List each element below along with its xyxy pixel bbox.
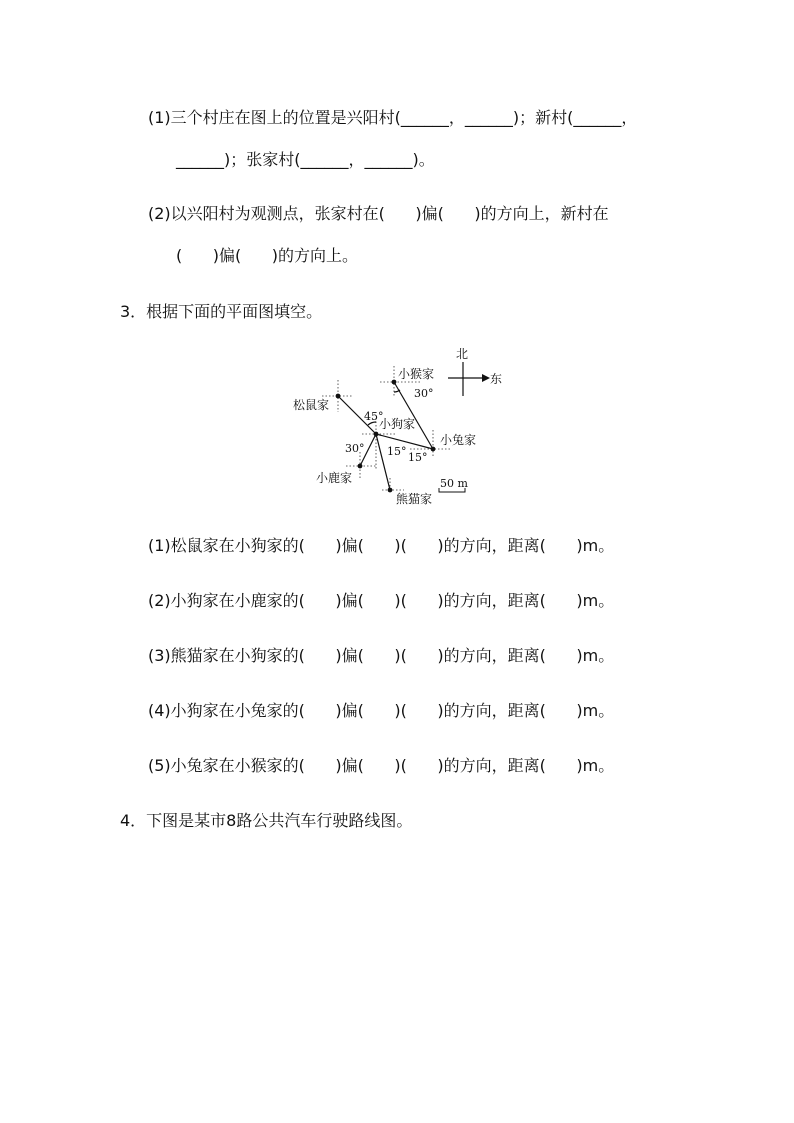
- q3-item-1: (1)松鼠家在小狗家的( )偏( )( )的方向，距离( )m。: [148, 536, 615, 555]
- angle-panda: 15°: [387, 445, 407, 458]
- q3-title: 3．根据下面的平面图填空。: [120, 302, 323, 321]
- q2-part1-line2: ______)；张家村(______，______)。: [176, 150, 435, 169]
- compass-icon: [448, 362, 490, 396]
- squirrel-home-label: 松鼠家: [293, 398, 330, 412]
- angle-monkey: 30°: [414, 387, 434, 400]
- east-label: 东: [490, 372, 503, 386]
- q3-item-3: (3)熊猫家在小狗家的( )偏( )( )的方向，距离( )m。: [148, 646, 615, 665]
- rabbit-home-label: 小兔家: [440, 433, 477, 447]
- monkey-home-label: 小猴家: [398, 367, 435, 381]
- q2-part2-line1: (2)以兴阳村为观测点，张家村在( )偏( )的方向上，新村在: [148, 204, 609, 223]
- dog-home-label: 小狗家: [379, 417, 416, 431]
- q4-title: 4．下图是某市8路公共汽车行驶路线图。: [120, 811, 413, 830]
- angle-deer: 30°: [345, 442, 365, 455]
- panda-home-label: 熊猫家: [396, 492, 433, 506]
- q2-part1-line1: (1)三个村庄在图上的位置是兴阳村(______，______)；新村(______，: [148, 108, 638, 127]
- angle-rabbit: 15°: [408, 451, 428, 464]
- angle-squirrel: 45°: [364, 410, 384, 423]
- q3-item-2: (2)小狗家在小鹿家的( )偏( )( )的方向，距离( )m。: [148, 591, 615, 610]
- deer-home-label: 小鹿家: [316, 471, 353, 485]
- scale-label: 50 m: [440, 477, 468, 490]
- q3-item-5: (5)小兔家在小猴家的( )偏( )( )的方向，距离( )m。: [148, 756, 615, 775]
- q2-part2-line2: ( )偏( )的方向上。: [176, 246, 359, 265]
- q3-item-4: (4)小狗家在小兔家的( )偏( )( )的方向，距离( )m。: [148, 701, 615, 720]
- north-label: 北: [456, 347, 469, 361]
